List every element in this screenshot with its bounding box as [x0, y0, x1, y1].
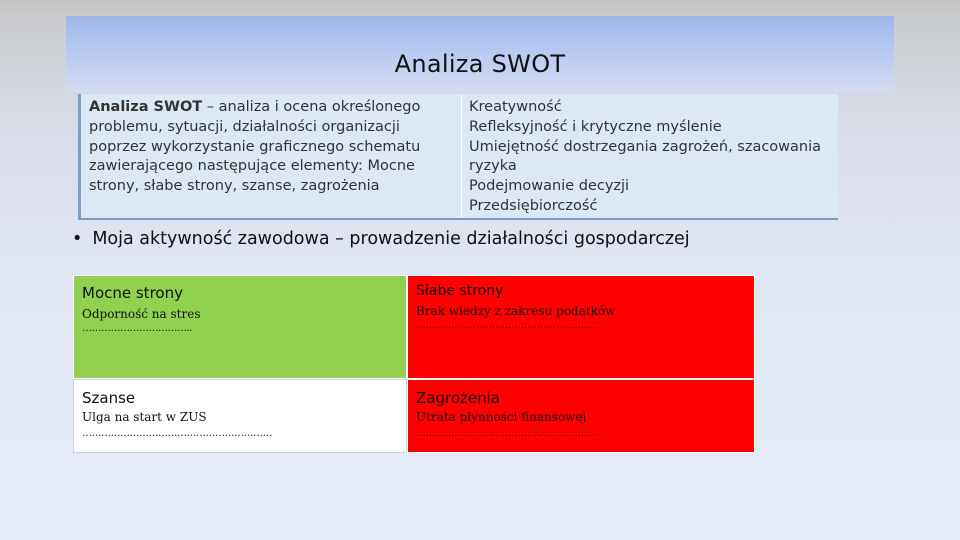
- skill-item: Kreatywność: [469, 99, 562, 115]
- threats-dots: …………………………………………………: [416, 428, 597, 439]
- weaknesses-header: Słabe strony: [416, 283, 504, 299]
- strengths-header: Mocne strony: [82, 284, 183, 302]
- swot-threats-cell: [407, 379, 755, 453]
- definition-term: Analiza SWOT: [89, 99, 203, 115]
- title-band: [66, 16, 894, 92]
- bullet-icon: •: [72, 229, 83, 249]
- swot-strengths-cell: [73, 275, 407, 379]
- opportunities-item: Ulga na start w ZUS: [82, 410, 207, 424]
- opportunities-dots: ……………………………………………………: [82, 428, 272, 439]
- definition-text: [89, 98, 459, 197]
- swot-weaknesses-cell: [407, 275, 755, 379]
- threats-item: Utrata płynności finansowej: [416, 410, 587, 424]
- skill-item: Przedsiębiorczość: [469, 197, 598, 214]
- definition-body: – analiza i ocena określonego problemu, sytuacji, działalności organizacji poprzez wykorzystanie graficznego schematu zawierającego następujące elementy: Mocne strony, słabe strony, szanse, zagrożenia: [89, 99, 421, 195]
- skill-item: Refleksyjność i krytyczne myślenie: [469, 118, 722, 135]
- definition-divider: [461, 94, 462, 218]
- skill-item: Podejmowanie decyzji: [469, 178, 630, 195]
- skills-list: [469, 98, 839, 217]
- skill-item: Umiejętność dostrzegania zagrożeń, szacowania ryzyka: [469, 138, 822, 175]
- bullet-text: Moja aktywność zawodowa – prowadzenie działalności gospodarczej: [92, 229, 690, 249]
- definition-table: [78, 94, 838, 220]
- threats-header: Zagrożenia: [416, 389, 500, 407]
- weaknesses-item: Brak wiedzy z zakresu podatków: [416, 304, 616, 318]
- weaknesses-dots: …………………………………………………: [416, 320, 597, 331]
- slide-title: Analiza SWOT: [394, 50, 566, 78]
- bullet-point: [72, 229, 690, 249]
- opportunities-header: Szanse: [82, 389, 136, 407]
- swot-opportunities-cell: [73, 379, 407, 453]
- swot-grid: [73, 275, 755, 453]
- strengths-item: Odporność na stres: [82, 307, 201, 321]
- strengths-dots: ……………………………..: [82, 323, 192, 334]
